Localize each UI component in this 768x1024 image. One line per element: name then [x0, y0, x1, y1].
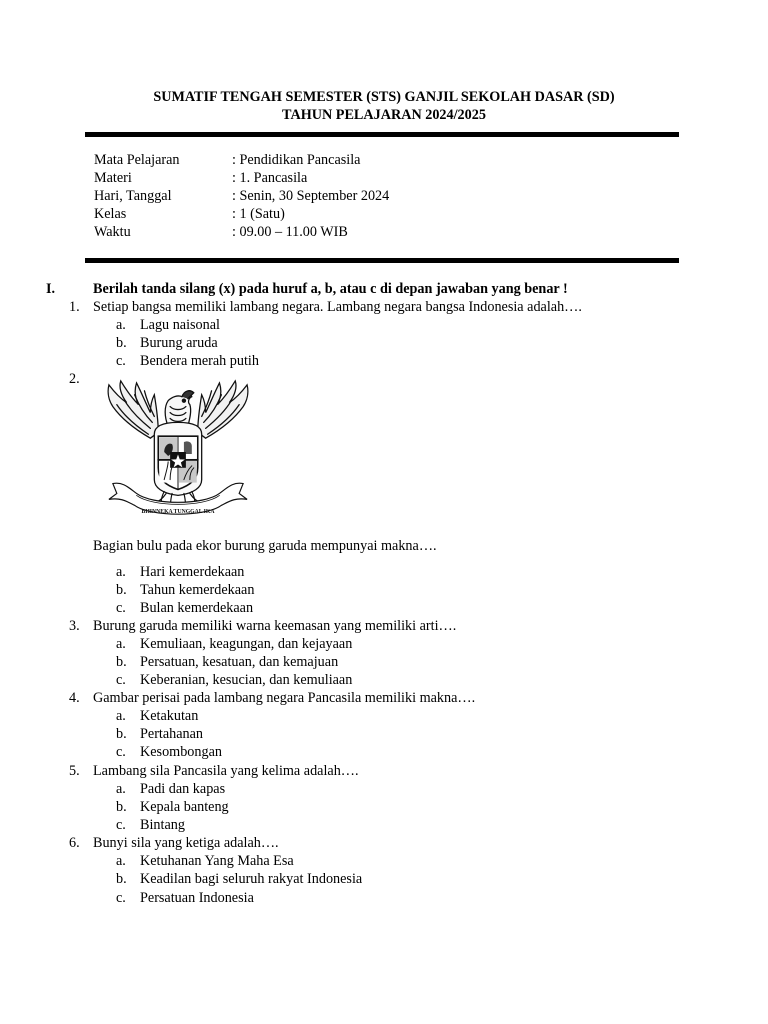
question-text: Gambar perisai pada lambang negara Pancasila memiliki makna….	[93, 690, 476, 706]
option-6c[interactable]	[0, 889, 768, 907]
question-text: Lambang sila Pancasila yang kelima adalah….	[93, 763, 359, 779]
option-letter: b.	[116, 335, 127, 351]
option-letter: c.	[116, 744, 126, 760]
option-letter: b.	[116, 871, 127, 887]
option-letter: a.	[116, 708, 126, 724]
option-2c[interactable]	[0, 599, 768, 617]
option-text: Ketuhanan Yang Maha Esa	[140, 853, 294, 869]
top-divider	[85, 132, 679, 137]
option-text: Bintang	[140, 817, 185, 833]
question-6	[0, 834, 768, 852]
option-4c[interactable]	[0, 743, 768, 761]
option-2a[interactable]	[0, 563, 768, 581]
option-letter: b.	[116, 799, 127, 815]
option-letter: b.	[116, 726, 127, 742]
emblem-ribbon-text: BHINNEKA TUNGGAL IKA	[141, 509, 215, 516]
section-number: I.	[46, 281, 56, 297]
exam-year: TAHUN PELAJARAN 2024/2025	[282, 107, 486, 123]
option-6b[interactable]	[0, 870, 768, 888]
option-6a[interactable]	[0, 852, 768, 870]
info-value: : 09.00 – 11.00 WIB	[232, 224, 348, 240]
info-label: Hari, Tanggal	[94, 188, 172, 204]
info-value: : Pendidikan Pancasila	[232, 152, 361, 168]
option-4a[interactable]	[0, 707, 768, 725]
option-text: Keberanian, kesucian, dan kemuliaan	[140, 672, 353, 688]
option-text: Pertahanan	[140, 726, 204, 742]
option-text: Kepala banteng	[140, 799, 229, 815]
exam-title: SUMATIF TENGAH SEMESTER (STS) GANJIL SEKOLAH DASAR (SD)	[153, 89, 615, 105]
option-text: Kesombongan	[140, 744, 222, 760]
option-text: Kemuliaan, keagungan, dan kejayaan	[140, 636, 353, 652]
question-number: 5.	[69, 763, 80, 779]
option-text: Bendera merah putih	[140, 353, 259, 369]
question-number: 3.	[69, 618, 80, 634]
option-letter: b.	[116, 582, 127, 598]
question-text: Bagian bulu pada ekor burung garuda mempunyai makna….	[93, 538, 437, 554]
option-letter: c.	[116, 890, 126, 906]
info-value: : 1. Pancasila	[232, 170, 308, 186]
option-letter: a.	[116, 781, 126, 797]
info-value: : 1 (Satu)	[232, 206, 285, 222]
bottom-divider	[85, 258, 679, 263]
option-3c[interactable]	[0, 671, 768, 689]
info-label: Waktu	[94, 224, 131, 240]
garuda-pancasila-emblem	[99, 377, 257, 527]
section-instruction: Berilah tanda silang (x) pada huruf a, b, atau c di depan jawaban yang benar !	[93, 281, 568, 297]
option-letter: c.	[116, 817, 126, 833]
option-2b[interactable]	[0, 581, 768, 599]
info-value: : Senin, 30 September 2024	[232, 188, 390, 204]
info-label: Mata Pelajaran	[94, 152, 180, 168]
option-letter: c.	[116, 600, 126, 616]
option-text: Hari kemerdekaan	[140, 564, 245, 580]
option-5b[interactable]	[0, 798, 768, 816]
option-text: Ketakutan	[140, 708, 199, 724]
option-1c[interactable]	[0, 352, 768, 370]
option-text: Bulan kemerdekaan	[140, 600, 254, 616]
option-text: Persatuan Indonesia	[140, 890, 254, 906]
option-letter: a.	[116, 636, 126, 652]
question-number: 4.	[69, 690, 80, 706]
option-3b[interactable]	[0, 653, 768, 671]
option-text: Tahun kemerdekaan	[140, 582, 255, 598]
option-letter: b.	[116, 654, 127, 670]
option-letter: c.	[116, 353, 126, 369]
option-text: Padi dan kapas	[140, 781, 226, 797]
option-text: Lagu naisonal	[140, 317, 220, 333]
option-letter: a.	[116, 564, 126, 580]
question-text: Burung garuda memiliki warna keemasan yang memiliki arti….	[93, 618, 457, 634]
question-4	[0, 689, 768, 707]
option-4b[interactable]	[0, 725, 768, 743]
question-number: 6.	[69, 835, 80, 851]
option-letter: a.	[116, 317, 126, 333]
option-3a[interactable]	[0, 635, 768, 653]
option-1a[interactable]	[0, 316, 768, 334]
option-5a[interactable]	[0, 780, 768, 798]
option-1b[interactable]	[0, 334, 768, 352]
option-5c[interactable]	[0, 816, 768, 834]
question-2	[0, 537, 768, 555]
info-label: Materi	[94, 170, 132, 186]
question-1	[0, 298, 768, 316]
question-3	[0, 617, 768, 635]
question-number: 1.	[69, 299, 80, 315]
question-text: Bunyi sila yang ketiga adalah….	[93, 835, 279, 851]
info-label: Kelas	[94, 206, 127, 222]
option-letter: c.	[116, 672, 126, 688]
option-text: Keadilan bagi seluruh rakyat Indonesia	[140, 871, 363, 887]
option-text: Persatuan, kesatuan, dan kemajuan	[140, 654, 339, 670]
question-number: 2.	[69, 371, 80, 387]
option-text: Burung aruda	[140, 335, 218, 351]
option-letter: a.	[116, 853, 126, 869]
question-5	[0, 762, 768, 780]
question-text: Setiap bangsa memiliki lambang negara. Lambang negara bangsa Indonesia adalah….	[93, 299, 582, 315]
